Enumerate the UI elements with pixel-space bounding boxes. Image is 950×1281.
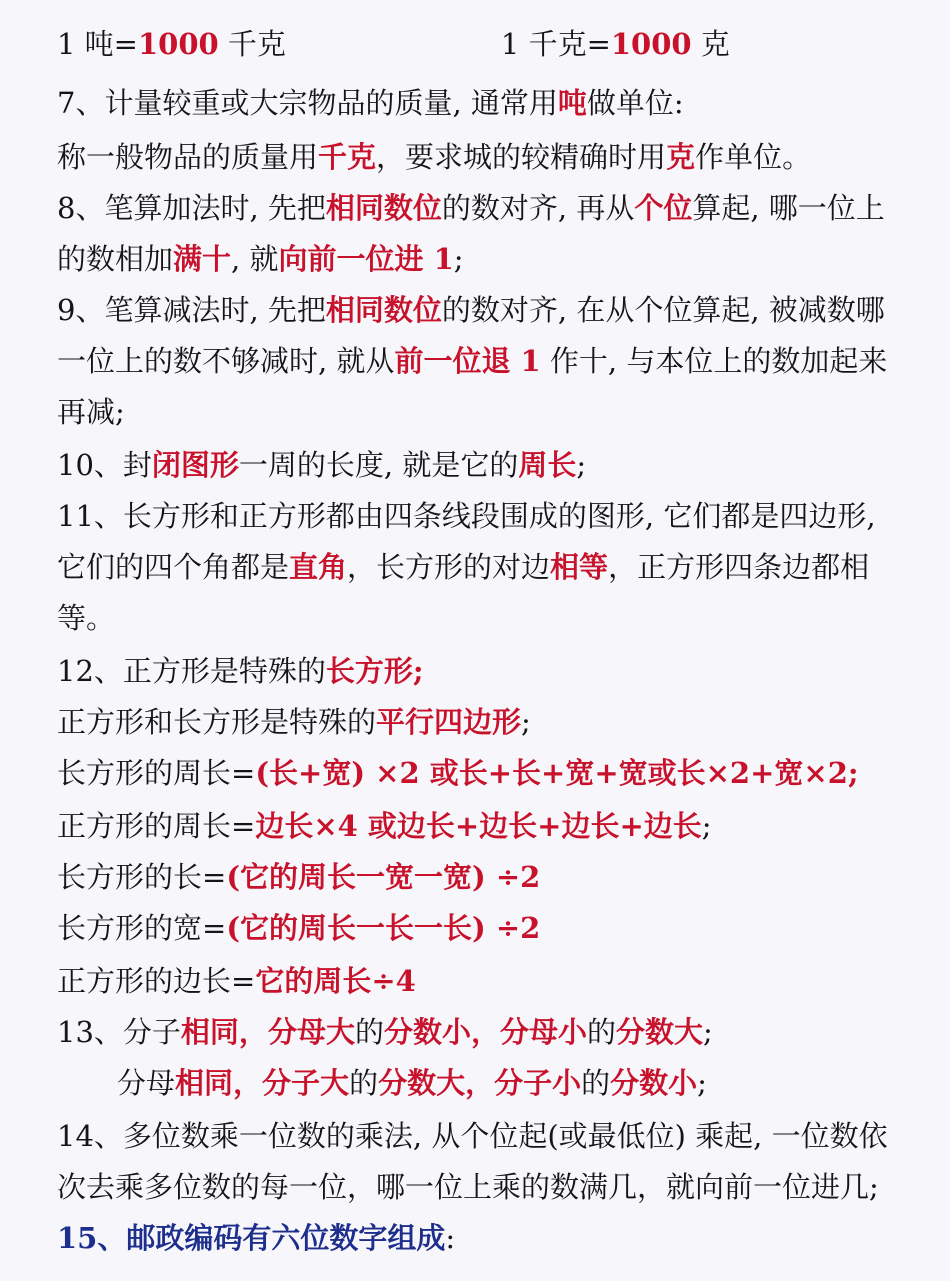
text-segment: 再减;: [57, 395, 125, 429]
highlighted-text: 相同: [180, 1015, 239, 1049]
text-segment: 等。: [57, 601, 116, 635]
text-segment: ;: [703, 1015, 713, 1049]
text-segment: 12、正方形是特殊的: [57, 654, 326, 688]
highlighted-text: 相同数位: [325, 293, 442, 327]
highlighted-text: 满十: [173, 242, 232, 276]
text-segment: ;: [701, 809, 712, 843]
highlighted-text: 15、邮政编码有六位数字组成: [57, 1221, 446, 1255]
text-segment: ，长方形的对边: [347, 550, 551, 584]
text-segment: ;: [521, 705, 531, 739]
text-line-3: [57, 137, 920, 177]
text-segment: 的: [349, 1066, 379, 1100]
text-line-2: [57, 83, 920, 123]
text-line-4: [57, 188, 920, 228]
text-segment: ;: [453, 242, 464, 276]
text-segment: 的: [354, 1015, 384, 1049]
text-segment: 一位上的数不够减时, 就从: [57, 344, 395, 378]
highlighted-text: 分子大: [262, 1066, 350, 1100]
text-segment: 的: [581, 1066, 611, 1100]
highlighted-text: 分子小: [494, 1066, 582, 1100]
text-segment: ;: [576, 448, 587, 482]
highlighted-text: ，: [238, 1015, 268, 1049]
highlighted-text: 相同: [175, 1066, 234, 1100]
text-segment: :: [445, 1221, 456, 1255]
text-segment: 8、笔算加法时, 先把: [57, 191, 326, 225]
text-segment: 克: [691, 27, 730, 61]
text-line-17: [57, 857, 920, 897]
text-line-23: [57, 1167, 920, 1207]
text-segment: 正方形的边长=: [57, 964, 256, 998]
text-segment: ，正方形四条边都相: [608, 550, 870, 584]
text-segment: 正方形的周长=: [57, 809, 256, 843]
text-segment: 长方形的周长=: [57, 756, 256, 790]
highlighted-text: 分数大: [378, 1066, 466, 1100]
text-line-13: [57, 651, 920, 691]
highlighted-text: 相等: [550, 550, 609, 584]
highlighted-text: ，: [465, 1066, 495, 1100]
highlighted-text: 平行四边形: [376, 705, 522, 739]
text-line-20: [57, 1012, 920, 1052]
text-line-9: [57, 445, 920, 485]
highlighted-text: 周长: [518, 448, 577, 482]
text-segment: ;: [697, 1066, 707, 1100]
text-line-24: [57, 1218, 920, 1258]
text-segment: 14、多位数乘一位数的乘法, 从个位起(或最低位) 乘起, 一位数依: [57, 1119, 888, 1153]
highlighted-text: 前一位退 1: [394, 344, 541, 378]
highlighted-text: 吨: [557, 86, 587, 120]
text-segment: 称一般物品的质量用: [57, 140, 319, 174]
text-line-8: [57, 392, 920, 432]
text-segment: 1 吨=: [57, 27, 138, 61]
text-segment: 的数相加: [57, 242, 174, 276]
highlighted-text: 相同数位: [325, 191, 442, 225]
text-line-6: [57, 290, 920, 330]
text-segment: 做单位:: [586, 86, 684, 120]
text-segment: , 就: [231, 242, 279, 276]
text-line-22: [57, 1116, 920, 1156]
text-segment: 长方形的宽=: [57, 911, 227, 945]
highlighted-text: ，: [470, 1015, 500, 1049]
text-segment: 的数对齐, 再从: [441, 191, 635, 225]
highlighted-text: 分数小: [383, 1015, 471, 1049]
text-segment: 分母: [117, 1066, 176, 1100]
text-segment: 它们的四个角都是: [57, 550, 290, 584]
highlighted-text: 分数小: [610, 1066, 698, 1100]
text-segment: 的数对齐, 在从个位算起, 被减数哪: [441, 293, 885, 327]
text-segment: ，要求城的较精确时用: [376, 140, 667, 174]
text-segment: 一周的长度, 就是它的: [238, 448, 519, 482]
text-segment: 千克: [218, 27, 286, 61]
highlighted-text: (它的周长一长一长) ÷2: [226, 911, 541, 945]
highlighted-text: 分母大: [267, 1015, 355, 1049]
highlighted-text: 克: [666, 140, 696, 174]
text-segment: 1 千克=: [500, 27, 611, 61]
text-line-19: [57, 961, 920, 1001]
text-line-16: [57, 806, 920, 846]
highlighted-text: 分母小: [500, 1015, 588, 1049]
highlighted-text: ，: [233, 1066, 263, 1100]
highlighted-text: 分数大: [616, 1015, 704, 1049]
text-segment: 10、封: [57, 448, 152, 482]
highlighted-text: 1000: [137, 27, 219, 61]
highlighted-text: 直角: [289, 550, 348, 584]
text-line-11: [57, 547, 920, 587]
text-segment: 13、分子: [57, 1015, 181, 1049]
highlighted-text: 向前一位进 1: [278, 242, 454, 276]
highlighted-text: 边长×4 或边长+边长+边长+边长: [255, 809, 702, 843]
text-segment: 7、计量较重或大宗物品的质量, 通常用: [57, 86, 558, 120]
text-segment: 的: [587, 1015, 617, 1049]
text-segment: 次去乘多位数的每一位，哪一位上乘的数满几，就向前一位进几;: [57, 1170, 879, 1204]
text-line-1: [57, 24, 920, 64]
highlighted-text: 闭图形: [151, 448, 239, 482]
text-line-5: [57, 239, 920, 279]
highlighted-text: (它的周长一宽一宽) ÷2: [226, 860, 541, 894]
highlighted-text: 千克: [318, 140, 377, 174]
text-segment: 作十, 与本位上的数加起来: [540, 344, 888, 378]
text-segment: 长方形的长=: [57, 860, 227, 894]
text-segment: 作单位。: [695, 140, 812, 174]
text-segment: 算起, 哪一位上: [692, 191, 885, 225]
text-line-10: [57, 496, 920, 536]
highlighted-text: (长+宽) ×2 或长+长+宽+宽或长×2+宽×2;: [255, 756, 859, 790]
text-line-14: [57, 702, 920, 742]
text-line-21: [117, 1063, 920, 1103]
text-line-18: [57, 908, 920, 948]
highlighted-text: 长方形;: [325, 654, 424, 688]
text-segment: 9、笔算减法时, 先把: [57, 293, 326, 327]
text-line-7: [57, 341, 920, 381]
text-line-12: [57, 598, 920, 638]
highlighted-text: 它的周长÷4: [255, 964, 416, 998]
highlighted-text: 个位: [634, 191, 693, 225]
text-segment: 正方形和长方形是特殊的: [57, 705, 377, 739]
text-line-15: [57, 753, 920, 793]
text-segment: 11、长方形和正方形都由四条线段围成的图形, 它们都是四边形,: [57, 499, 876, 533]
highlighted-text: 1000: [610, 27, 692, 61]
